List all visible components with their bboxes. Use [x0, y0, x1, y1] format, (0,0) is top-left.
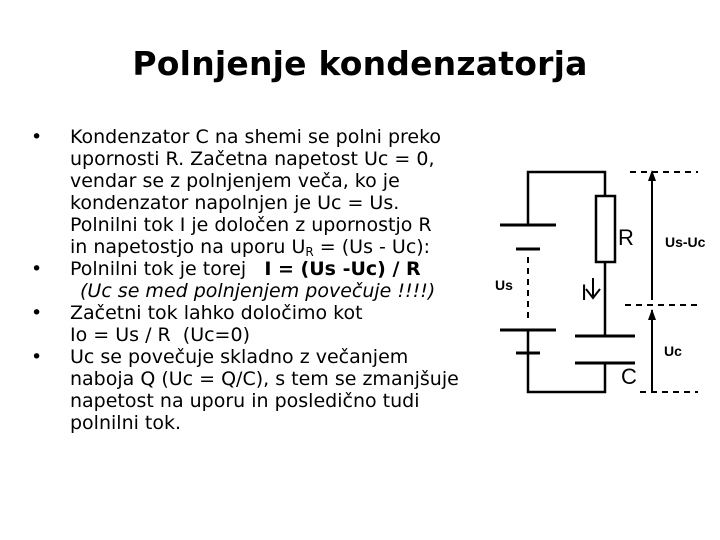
bullet-1-line-5: Polnilni tok I je določen z upornostjo R [70, 214, 432, 236]
bullet-dot-icon: • [31, 126, 43, 148]
bullet-4-line-1: Uc se povečuje skladno z večanjem [70, 346, 409, 368]
bullet-1-last-prefix: in napetostjo na uporu U [70, 236, 306, 258]
bullet-1-line-2: upornosti R. Začetna napetost Uc = 0, [70, 148, 435, 170]
label-i: I [581, 280, 588, 305]
resistor-r [596, 196, 615, 262]
bullet-2-note: (Uc se med polnjenjem povečuje !!!!) [80, 280, 436, 302]
bullet-3-line-2: Io = Us / R (Uc=0) [70, 324, 250, 346]
bullet-1-line-1: Kondenzator C na shemi se polni preko [70, 126, 442, 148]
label-us: Us [495, 277, 513, 293]
bullet-dot-icon: • [31, 346, 43, 368]
bullet-4-line-4: polnilni tok. [70, 412, 182, 434]
label-uc: Uc [664, 343, 682, 359]
bullet-1-line-4: kondenzator napolnjen je Uc = Us. [70, 192, 400, 214]
bullet-1-last-suffix: = (Us - Uc): [313, 236, 431, 258]
slide-title: Polnjenje kondenzatorja [132, 44, 588, 83]
label-c: C [621, 364, 637, 389]
bullet-1-line-3: vendar se z polnjenjem veča, ko je [70, 170, 400, 192]
bullet-3-line-1: Začetni tok lahko določimo kot [70, 302, 363, 324]
label-r: R [618, 225, 634, 250]
current-formula: I = (Us -Uc) / R [264, 258, 421, 280]
bullet-dot-icon: • [31, 258, 43, 280]
bullet-4-line-2: naboja Q (Uc = Q/C), s tem se zmanjšuje [70, 368, 459, 390]
bullet-2-prefix: Polnilni tok je torej [70, 258, 265, 280]
bullet-4-line-3: napetost na uporu in posledično tudi [70, 390, 420, 412]
wire-left-bottom [528, 330, 605, 392]
voltage-arrow-up-icon [648, 309, 656, 320]
bullet-dot-icon: • [31, 302, 43, 324]
label-us-uc: Us-Uc [665, 234, 706, 250]
bullet-1-last-sub: R [305, 245, 314, 259]
wire-left-top [528, 172, 605, 225]
